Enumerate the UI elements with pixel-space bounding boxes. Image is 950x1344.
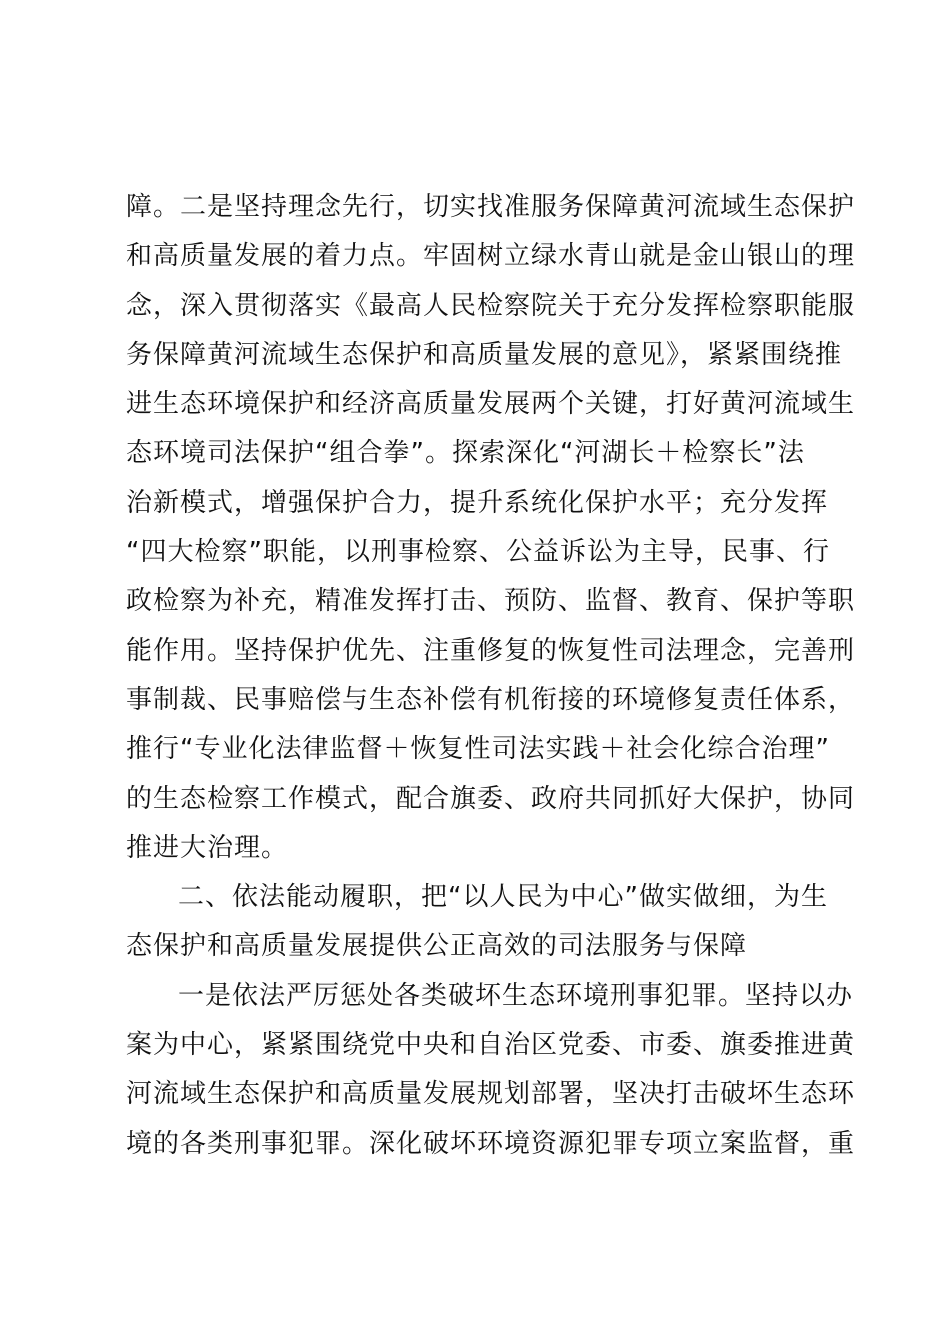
paragraph-line: 和高质量发展的着力点。牢固树立绿水青山就是金山银山的理	[126, 241, 856, 272]
paragraph-line: 进生态环境保护和经济高质量发展两个关键，打好黄河流域生	[126, 389, 856, 420]
paragraph-line: 务保障黄河流域生态保护和高质量发展的意见》，紧紧围绕推	[126, 339, 843, 370]
section-heading-2	[126, 873, 836, 972]
document-body	[126, 183, 856, 1169]
paragraph-line: 推行“专业化法律监督＋恢复性司法实践＋社会化综合治理”	[126, 734, 830, 765]
paragraph-line: 境的各类刑事犯罪。深化破坏环境资源犯罪专项立案监督，重	[126, 1128, 856, 1159]
paragraph-line: 事制裁、民事赔偿与生态补偿有机衔接的环境修复责任体系，	[126, 684, 856, 715]
paragraph-line: 推进大治理。	[126, 832, 289, 863]
paragraph-line: 政检察为补充，精准发挥打击、预防、监督、教育、保护等职	[126, 586, 856, 617]
paragraph-3	[126, 972, 856, 1169]
paragraph-line: 能作用。坚持保护优先、注重修复的恢复性司法理念，完善刑	[126, 635, 856, 666]
paragraph-line: 的生态检察工作模式，配合旗委、政府共同抓好大保护，协同	[126, 783, 856, 814]
heading-line: 态保护和高质量发展提供公正高效的司法服务与保障	[126, 931, 748, 962]
paragraph-line: “四大检察”职能，以刑事检察、公益诉讼为主导，民事、行	[126, 537, 830, 568]
paragraph-line: 河流域生态保护和高质量发展规划部署，坚决打击破坏生态环	[126, 1079, 856, 1110]
paragraph-line: 案为中心，紧紧围绕党中央和自治区党委、市委、旗委推进黄	[126, 1030, 856, 1061]
paragraph-line: 治新模式，增强保护合力，提升系统化保护水平；充分发挥	[126, 487, 829, 518]
paragraph-line: 障。二是坚持理念先行，切实找准服务保障黄河流域生态保护	[126, 192, 856, 222]
paragraph-line: 态环境司法保护“组合拳”。探索深化“河湖长＋检察长”法	[126, 438, 805, 469]
paragraph-line: 一是依法严厉惩处各类破坏生态环境刑事犯罪。坚持以办	[178, 980, 854, 1011]
paragraph-1	[126, 183, 856, 873]
paragraph-line: 念，深入贯彻落实《最高人民检察院关于充分发挥检察职能服	[126, 290, 856, 321]
heading-line: 二、依法能动履职，把“以人民为中心”做实做细，为生	[178, 882, 828, 913]
